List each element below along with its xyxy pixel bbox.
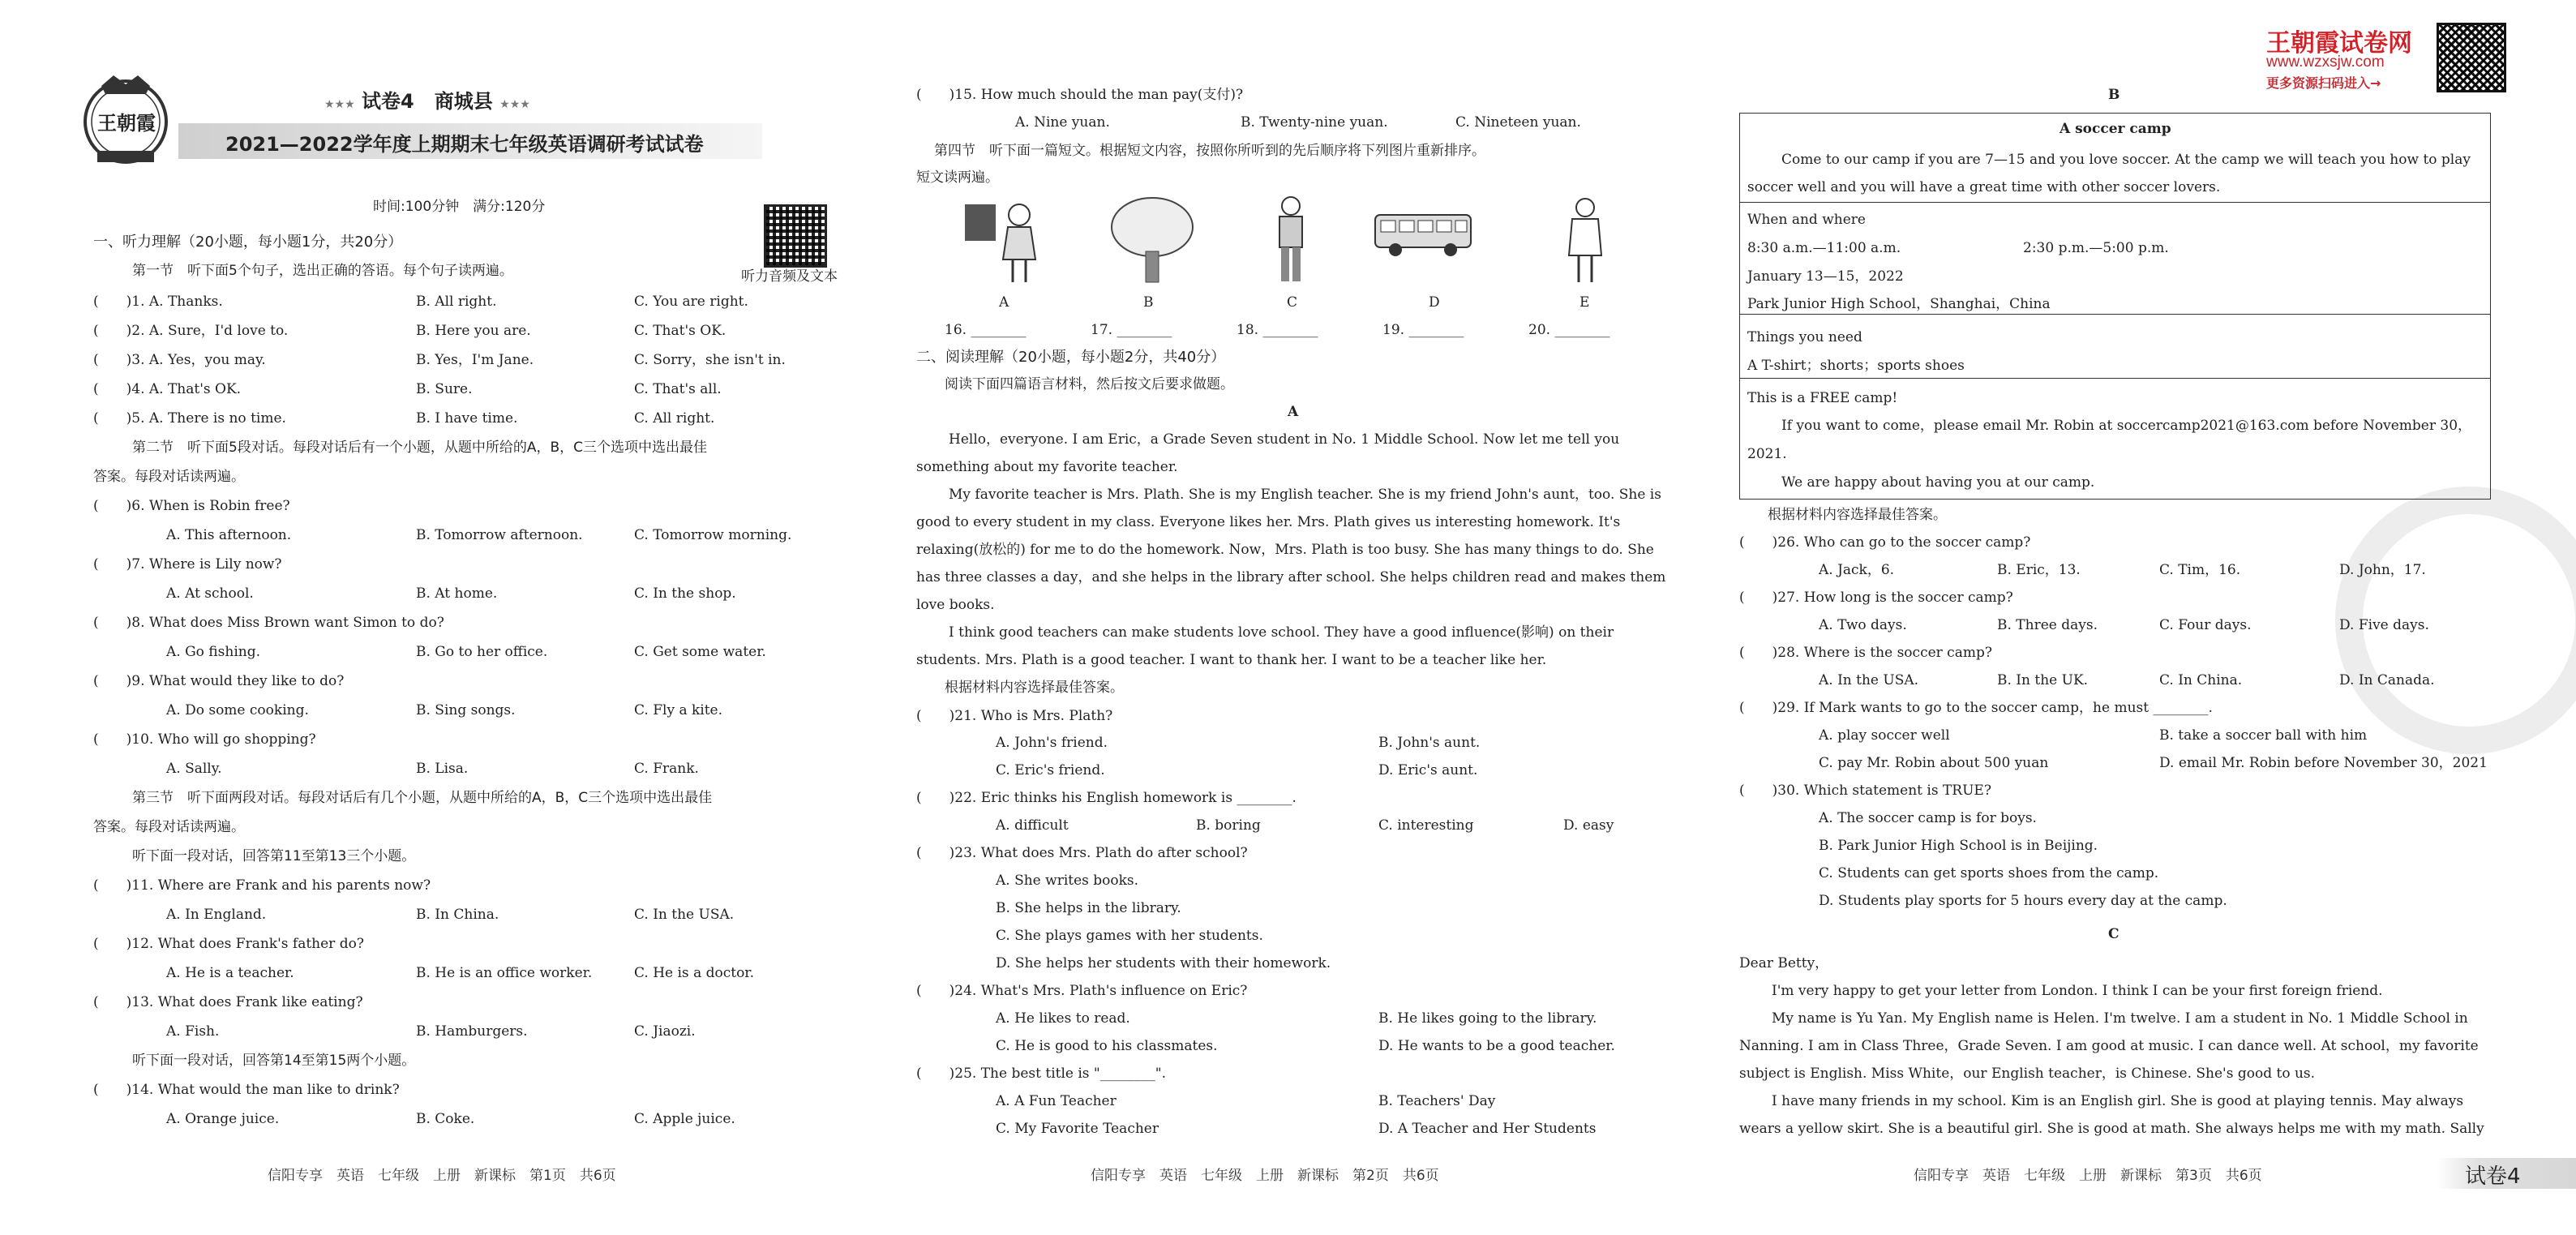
- q27-option-c: C. Four days.: [2159, 617, 2252, 633]
- option-c: C. Fly a kite.: [634, 702, 723, 718]
- part1-heading: 一、听力理解（20小题，每小题1分，共20分）: [93, 234, 403, 251]
- brand-qr-code[interactable]: [2437, 23, 2506, 92]
- q23-option-c: C. She plays games with her students.: [996, 928, 1263, 944]
- picture-label-e: E: [1579, 294, 1590, 311]
- option-b: B. Hamburgers.: [416, 1023, 528, 1040]
- notice-time-morning: 8:30 a.m.—11:00 a.m.: [1747, 240, 1901, 256]
- question-line: ( )5. A. There is no time.: [93, 410, 286, 427]
- option-a: A. He is a teacher.: [166, 965, 294, 981]
- question-stem: ( )7. Where is Lily now?: [93, 556, 282, 572]
- option-b: B. Lisa.: [416, 761, 469, 777]
- footer-page-3: 信阳专享 英语 七年级 上册 新课标 第3页 共6页: [1914, 1168, 2262, 1184]
- option-b: B. I have time.: [416, 410, 518, 427]
- picture-a-teacher-icon: [961, 195, 1046, 285]
- q26-option-c: C. Tim，16.: [2159, 562, 2241, 578]
- q21-option-b: B. John's aunt.: [1378, 735, 1481, 751]
- q22-option-a: A. difficult: [996, 817, 1069, 834]
- section-instruction: 第二节 听下面5段对话。每段对话后有一个小题，从题中所给的A，B，C三个选项中选出最佳: [132, 440, 707, 456]
- q22-stem: ( )22. Eric thinks his English homework is ________.: [916, 790, 1297, 806]
- notice-dates: January 13—15，2022: [1747, 268, 1904, 285]
- q22-option-c: C. interesting: [1378, 817, 1474, 834]
- q25-option-d: D. A Teacher and Her Students: [1378, 1121, 1597, 1137]
- q21-option-d: D. Eric's aunt.: [1378, 762, 1478, 778]
- picture-label-a: A: [999, 294, 1009, 311]
- notice-intro-1: Come to our camp if you are 7—15 and you love soccer. At the camp we will teach you how to play: [1781, 152, 2471, 168]
- q27-option-b: B. Three days.: [1997, 617, 2098, 633]
- stars-left: ★★★: [324, 98, 355, 111]
- q28-stem: ( )28. Where is the soccer camp?: [1739, 645, 1992, 661]
- option-c: C. In the shop.: [634, 585, 736, 602]
- notice-time-afternoon: 2:30 p.m.—5:00 p.m.: [2023, 240, 2169, 256]
- q30-stem: ( )30. Which statement is TRUE?: [1739, 783, 1991, 799]
- q24-stem: ( )24. What's Mrs. Plath's influence on Eric?: [916, 983, 1248, 999]
- question-stem: ( )9. What would they like to do?: [93, 673, 345, 689]
- picture-label-d: D: [1429, 294, 1440, 311]
- passage-a-line: has three classes a day，and she helps in the library after school. She helps children read and makes them: [916, 569, 1666, 585]
- section-instruction: 第三节 听下面两段对话。每段对话后有几个小题，从题中所给的A，B，C三个选项中选出最佳: [132, 790, 713, 806]
- q24-option-d: D. He wants to be a good teacher.: [1378, 1038, 1615, 1054]
- option-a: A. At school.: [166, 585, 254, 602]
- passage-b-label: B: [2108, 87, 2120, 103]
- passage-a-label: A: [1288, 404, 1299, 420]
- letter-line: I'm very happy to get your letter from London. I think I can be your first foreign friend.: [1772, 983, 2383, 999]
- option-c: C. That's all.: [634, 381, 722, 397]
- q23-stem: ( )23. What does Mrs. Plath do after school?: [916, 845, 1248, 861]
- passage-a-line: My favorite teacher is Mrs. Plath. She is my English teacher. She is my friend John's aunt，too. She is: [949, 487, 1661, 503]
- q26-option-d: D. John，17.: [2339, 562, 2426, 578]
- passage-b-instruction: 根据材料内容选择最佳答案。: [1768, 507, 1947, 523]
- question-line: ( )3. A. Yes，you may.: [93, 352, 266, 368]
- section-instruction: 听下面一段对话，回答第14至第15两个小题。: [132, 1053, 416, 1069]
- question-stem: ( )6. When is Robin free?: [93, 498, 290, 514]
- footer-page-2: 信阳专享 英语 七年级 上册 新课标 第2页 共6页: [1091, 1168, 1439, 1184]
- letter-line: Dear Betty，: [1739, 955, 1829, 971]
- q30-option-c: C. Students can get sports shoes from the camp.: [1819, 865, 2159, 881]
- option-b: B. Coke.: [416, 1111, 475, 1127]
- q26-option-a: A. Jack，6.: [1819, 562, 1895, 578]
- brand-logo[interactable]: [2266, 23, 2412, 91]
- q22-option-b: B. boring: [1196, 817, 1261, 834]
- notice-when-label: When and where: [1747, 212, 1866, 228]
- option-c: C. Frank.: [634, 761, 699, 777]
- question-stem: ( )10. Who will go shopping?: [93, 731, 316, 748]
- q25-option-b: B. Teachers' Day: [1378, 1093, 1496, 1109]
- q27-stem: ( )27. How long is the soccer camp?: [1739, 590, 2013, 606]
- passage-a-line: students. Mrs. Plath is a good teacher. I want to thank her. I want to be a teacher like her.: [916, 652, 1547, 668]
- q29-option-b: B. take a soccer ball with him: [2159, 727, 2368, 744]
- logo: [81, 71, 170, 169]
- option-b: B. At home.: [416, 585, 498, 602]
- notice-free: This is a FREE camp!: [1747, 390, 1898, 406]
- brand-url[interactable]: www.wzxsjw.com: [2266, 54, 2385, 71]
- series-label: 试卷4: [362, 90, 414, 113]
- q25-option-a: A. A Fun Teacher: [996, 1093, 1117, 1109]
- q22-option-d: D. easy: [1563, 817, 1614, 834]
- exam-meta: 时间:100分钟 满分:120分: [373, 199, 546, 215]
- option-c: C. He is a doctor.: [634, 965, 754, 981]
- option-a: A. In England.: [166, 907, 267, 923]
- letter-line: My name is Yu Yan. My English name is Helen. I'm twelve. I am a student in No. 1 Middle School in: [1772, 1010, 2468, 1027]
- section-instruction: 答案。每段对话读两遍。: [93, 819, 245, 835]
- question-stem: ( )11. Where are Frank and his parents now?: [93, 877, 431, 894]
- q30-option-b: B. Park Junior High School is in Beijing.: [1819, 838, 2098, 854]
- option-b: B. All right.: [416, 294, 497, 310]
- q27-option-d: D. Five days.: [2339, 617, 2429, 633]
- passage-a-line: something about my favorite teacher.: [916, 459, 1178, 475]
- passage-c-label: C: [2108, 926, 2120, 942]
- blank-20[interactable]: 20. ________: [1528, 322, 1610, 338]
- q25-option-c: C. My Favorite Teacher: [996, 1121, 1159, 1137]
- option-a: A. Go fishing.: [166, 644, 260, 660]
- option-c: C. All right.: [634, 410, 715, 427]
- q27-option-a: A. Two days.: [1819, 617, 1907, 633]
- q29-stem: ( )29. If Mark wants to go to the soccer camp，he must ________.: [1739, 700, 2213, 716]
- q29-option-d: D. email Mr. Robin before November 30，2021: [2159, 755, 2488, 771]
- notice-happy: We are happy about having you at our camp.: [1781, 474, 2095, 491]
- footer-page-1: 信阳专享 英语 七年级 上册 新课标 第1页 共6页: [268, 1168, 616, 1184]
- question-line: ( )4. A. That's OK.: [93, 381, 242, 397]
- q23-option-d: D. She helps her students with their homework.: [996, 955, 1331, 971]
- section4-instruction: 第四节 听下面一篇短文。根据短文内容，按照你所听到的先后顺序将下列图片重新排序。: [934, 143, 1485, 159]
- passage-a-line: I think good teachers can make students love school. They have a good influence(影响) on their: [949, 624, 1614, 641]
- letter-line: Nanning. I am in Class Three，Grade Seven. I am good at music. I can dance well. At school，my favorite: [1739, 1038, 2479, 1054]
- option-b: B. In China.: [416, 907, 499, 923]
- passage-a-line: relaxing(放松的) for me to do the homework. Now，Mrs. Plath is too busy. She has many things to do. She: [916, 542, 1654, 558]
- qr-caption: 听力音频及文本: [741, 268, 838, 285]
- q21-option-a: A. John's friend.: [996, 735, 1108, 751]
- q30-option-d: D. Students play sports for 5 hours every day at the camp.: [1819, 893, 2227, 909]
- section-instruction: 答案。每段对话读两遍。: [93, 469, 245, 485]
- q28-option-c: C. In China.: [2159, 672, 2243, 688]
- passage-a-line: love books.: [916, 597, 995, 613]
- q30-option-a: A. The soccer camp is for boys.: [1819, 810, 2037, 826]
- notice-need: A T-shirt；shorts；sports shoes: [1747, 358, 1965, 374]
- county-label: 商城县: [434, 90, 493, 113]
- notice-need-label: Things you need: [1747, 329, 1862, 345]
- option-b: B. He is an office worker.: [416, 965, 593, 981]
- option-c: C. You are right.: [634, 294, 748, 310]
- part2-instruction: 阅读下面四篇语言材料，然后按文后要求做题。: [945, 376, 1234, 392]
- picture-label-c: C: [1287, 294, 1298, 311]
- q28-option-d: D. In Canada.: [2339, 672, 2435, 688]
- q24-option-a: A. He likes to read.: [996, 1010, 1130, 1027]
- option-b: B. Tomorrow afternoon.: [416, 527, 583, 543]
- option-a: A. Orange juice.: [166, 1111, 280, 1127]
- notice-place: Park Junior High School，Shanghai，China: [1747, 296, 2051, 312]
- picture-c-boy-icon: [1267, 195, 1315, 285]
- q29-option-c: C. pay Mr. Robin about 500 yuan: [1819, 755, 2049, 771]
- section-instruction: 第一节 听下面5个句子，选出正确的答语。每个句子读两遍。: [132, 263, 513, 279]
- letter-line: I have many friends in my school. Kim is an English girl. She is good at playing tennis. May always: [1772, 1093, 2464, 1109]
- stars-right: ★★★: [499, 98, 530, 111]
- option-a: A. Sally.: [166, 761, 222, 777]
- question-stem: ( )13. What does Frank like eating?: [93, 994, 363, 1010]
- q15-option-a: A. Nine yuan.: [1015, 114, 1110, 131]
- question-stem: ( )8. What does Miss Brown want Simon to do?: [93, 615, 444, 631]
- part2-heading: 二、阅读理解（20小题，每小题2分，共40分）: [916, 349, 1226, 366]
- corner-tag-label: 试卷4: [2465, 1164, 2521, 1189]
- option-b: B. Here you are.: [416, 323, 531, 339]
- q26-option-b: B. Eric，13.: [1997, 562, 2081, 578]
- option-c: C. That's OK.: [634, 323, 727, 339]
- passage-a-line: Hello，everyone. I am Eric，a Grade Seven student in No. 1 Middle School. Now let me tell you: [949, 431, 1620, 448]
- q21-stem: ( )21. Who is Mrs. Plath?: [916, 708, 1113, 724]
- blank-17[interactable]: 17. ________: [1091, 322, 1172, 338]
- blank-18[interactable]: 18. ________: [1237, 322, 1318, 338]
- q15-option-c: C. Nineteen yuan.: [1455, 114, 1581, 131]
- q15-option-b: B. Twenty-nine yuan.: [1241, 114, 1388, 131]
- option-c: C. In the USA.: [634, 907, 735, 923]
- notice-title: A soccer camp: [2060, 121, 2171, 137]
- letter-line: wears a yellow skirt. She is a beautiful girl. She is good at math. She always helps me with my math. Sally: [1739, 1121, 2484, 1137]
- question-line: ( )1. A. Thanks.: [93, 294, 223, 310]
- option-b: B. Go to her office.: [416, 644, 548, 660]
- picture-e-nurse-icon: [1561, 195, 1609, 285]
- blank-19[interactable]: 19. ________: [1382, 322, 1464, 338]
- option-c: C. Get some water.: [634, 644, 766, 660]
- q21-option-c: C. Eric's friend.: [996, 762, 1105, 778]
- notice-email-2: 2021.: [1747, 446, 1787, 462]
- section-instruction: 听下面一段对话，回答第11至第13三个小题。: [132, 848, 416, 864]
- option-c: C. Apple juice.: [634, 1111, 735, 1127]
- logo-name: 王朝霞: [97, 112, 156, 135]
- option-c: C. Sorry，she isn't in.: [634, 352, 786, 368]
- passage-a-instruction: 根据材料内容选择最佳答案。: [945, 680, 1124, 696]
- picture-b-tree-icon: [1108, 195, 1197, 285]
- q15-stem: ( )15. How much should the man pay(支付)?: [916, 87, 1244, 103]
- picture-d-bus-icon: [1373, 211, 1474, 259]
- q28-option-a: A. In the USA.: [1819, 672, 1919, 688]
- question-line: ( )2. A. Sure，I'd love to.: [93, 323, 289, 339]
- question-stem: ( )14. What would the man like to drink?: [93, 1082, 400, 1098]
- brand-cta: 更多资源扫码进入→: [2266, 75, 2381, 91]
- q24-option-c: C. He is good to his classmates.: [996, 1038, 1218, 1054]
- series-banner: [324, 85, 530, 114]
- option-c: C. Tomorrow morning.: [634, 527, 792, 543]
- option-b: B. Sing songs.: [416, 702, 516, 718]
- q24-option-b: B. He likes going to the library.: [1378, 1010, 1597, 1027]
- picture-label-b: B: [1143, 294, 1154, 311]
- option-a: A. Do some cooking.: [166, 702, 309, 718]
- option-a: A. This afternoon.: [166, 527, 292, 543]
- option-c: C. Jiaozi.: [634, 1023, 696, 1040]
- q28-option-b: B. In the UK.: [1997, 672, 2089, 688]
- question-stem: ( )12. What does Frank's father do?: [93, 936, 364, 952]
- option-b: B. Yes，I'm Jane.: [416, 352, 534, 368]
- passage-a-line: good to every student in my class. Everyone likes her. Mrs. Plath gives us interesting homework. It's: [916, 514, 1621, 530]
- exam-title: 2021—2022学年度上期期末七年级英语调研考试试卷: [225, 133, 704, 156]
- notice-intro-2: soccer well and you will have a great time with other soccer lovers.: [1747, 179, 2221, 195]
- notice-email-1: If you want to come，please email Mr. Robin at soccercamp2021@163.com before November 30，: [1781, 418, 2472, 434]
- letter-line: subject is English. Miss White，our English teacher，is Chinese. She's good to us.: [1739, 1066, 2316, 1082]
- brand-name: 王朝霞试卷网: [2266, 29, 2412, 58]
- q25-stem: ( )25. The best title is "________".: [916, 1066, 1166, 1082]
- q26-stem: ( )26. Who can go to the soccer camp?: [1739, 534, 2031, 551]
- q23-option-a: A. She writes books.: [996, 873, 1139, 889]
- blank-16[interactable]: 16. ________: [945, 322, 1027, 338]
- section4-instruction-2: 短文读两遍。: [916, 169, 999, 186]
- option-b: B. Sure.: [416, 381, 473, 397]
- option-a: A. Fish.: [166, 1023, 220, 1040]
- q23-option-b: B. She helps in the library.: [996, 900, 1181, 916]
- q29-option-a: A. play soccer well: [1819, 727, 1950, 744]
- qr-code[interactable]: [764, 204, 827, 268]
